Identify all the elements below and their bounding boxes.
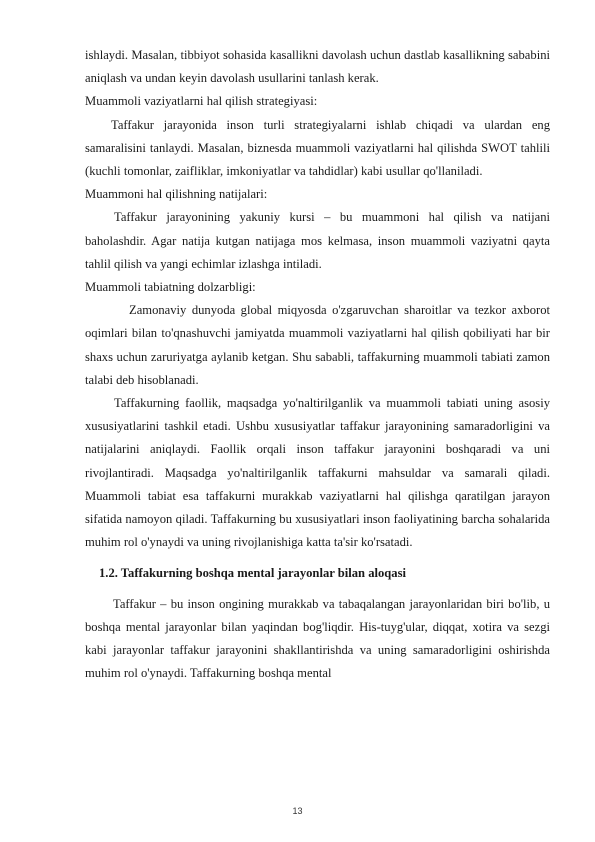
paragraph-mental-processes: Taffakur – bu inson ongining murakkab va tabaqalangan jarayonlaridan biri bo'lib, u boshqa mental jarayonlar bilan yaqindan bog'liqdir. His-tuyg'ular, diqqat, xotira va sezgi kabi jarayonlar taffakur jarayonini shakllantirishda va uning samaradorligini oshirishda muhim rol o'ynaydi. Taffakurning boshqa mental: [85, 596, 550, 681]
paragraph-relevance: Zamonaviy dunyoda global miqyosda o'zgaruvchan sharoitlar va tezkor axborot oqimlari bilan to'qnashuvchi jamiyatda muammoli vaziyatlarni hal qilish qobiliyati har bir shaxs uchun zaruriyatga aylanib ketgan. Shu sababli, taffakurning muammoli tabiati zamon talabi deb hisoblanadi.: [85, 303, 550, 387]
section-heading: 1.2. Taffakurning boshqa mental jarayonlar bilan aloqasi: [99, 566, 406, 581]
page-number: 13: [292, 806, 303, 816]
section-label-relevance: Muammoli tabiatning dolzarbligi:: [85, 280, 256, 295]
section-label-results: Muammoni hal qilishning natijalari:: [85, 187, 268, 202]
paragraph-results: Taffakur jarayonining yakuniy kursi – bu muammoni hal qilish va natijani baholashdir. Agar natija kutgan natijaga mos kelmasa, inson muammoli vaziyatni qayta tahlil qilish va yangi echimlar izlashga intiladi.: [85, 210, 550, 271]
section-label-strategy: Muammoli vaziyatlarni hal qilish strategiyasi:: [85, 94, 318, 109]
paragraph-summary: Taffakurning faollik, maqsadga yo'naltirilganlik va muammoli tabiati uning asosiy xususiyatlarini tashkil etadi. Ushbu xususiyatlar taffakur jarayonining samaradorligini va natijalarini aniqlaydi. Faollik orqali inson taffakur jarayonini boshqaradi va uni rivojlantiradi. Maqsadga yo'naltirilganlik taffakurni mahsuldar va samarali qiladi. Muammoli tabiat esa taffakurni murakkab vaziyatlarni hal qilishga qaratilgan jarayon sifatida namoyon qiladi. Taffakurning bu xususiyatlari inson faoliyatining barcha sohalarida muhim rol o'ynaydi va uning rivojlanishiga katta ta'sir ko'rsatadi.: [85, 396, 550, 550]
paragraph-strategy: Taffakur jarayonida inson turli strategiyalarni ishlab chiqadi va ulardan eng samaralisini tanlaydi. Masalan, biznesda muammoli vaziyatlarni hal qilishda SWOT tahlili (kuchli tomonlar, zaifliklar, imkoniyatlar va tahdidlar) kabi usullar qo'llaniladi.: [85, 117, 550, 179]
paragraph-continuation: ishlaydi. Masalan, tibbiyot sohasida kasallikni davolash uchun dastlab kasallikning sababini aniqlash va undan keyin davolash usullarini tanlash kerak.: [85, 48, 550, 86]
document-page: [85, 44, 550, 685]
